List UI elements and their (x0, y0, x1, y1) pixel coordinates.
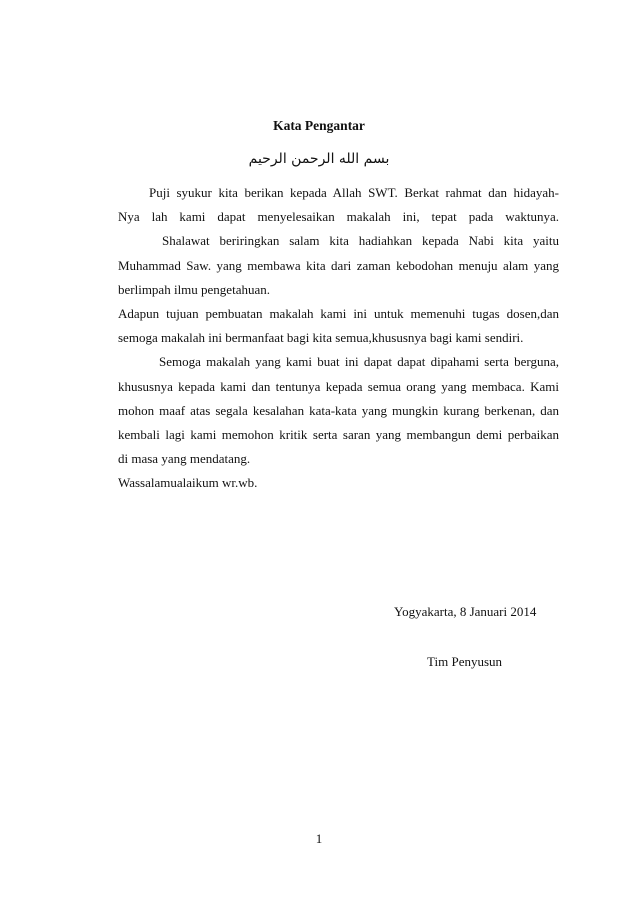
paragraph-line: Adapun tujuan pembuatan makalah kami ini untuk memenuhi tugas dosen,dan (118, 305, 559, 321)
signer-name: Tim Penyusun (427, 654, 503, 669)
paragraph-line: Muhammad Saw. yang membawa kita dari zaman kebodohan menuju alam yang (118, 257, 559, 273)
paragraph-line: Semoga makalah yang kami buat ini dapat dapat dipahami serta berguna, (159, 354, 559, 370)
body-text (118, 181, 559, 495)
basmalah-line: بسم الله الرحمن الرحيم (248, 151, 390, 167)
document-title: Kata Pengantar (273, 118, 365, 133)
closing-salutation: Wassalamualaikum wr.wb. (118, 475, 258, 491)
paragraph-line: Nya lah kami dapat menyelesaikan makalah ini, tepat pada waktunya. (118, 209, 559, 225)
paragraph-line: khususnya kepada kami dan tentunya kepada semua orang yang membaca. Kami (118, 378, 559, 394)
paragraph-line: mohon maaf atas segala kesalahan kata-kata yang mungkin kurang berkenan, dan (118, 402, 559, 418)
paragraph-line: berlimpah ilmu pengetahuan. (118, 281, 270, 297)
page-number: 1 (315, 831, 323, 846)
paragraph-line: Shalawat beriringkan salam kita hadiahkan kepada Nabi kita yaitu (162, 233, 559, 249)
paragraph-line: kembali lagi kami memohon kritik serta saran yang membangun demi perbaikan (118, 426, 559, 442)
paragraph-line: di masa yang mendatang. (118, 451, 251, 467)
paragraph-line: semoga makalah ini bermanfaat bagi kita semua,khususnya bagi kami sendiri. (118, 330, 524, 346)
place-date: Yogyakarta, 8 Januari 2014 (394, 604, 537, 619)
paragraph-line: Puji syukur kita berikan kepada Allah SWT. Berkat rahmat dan hidayah- (149, 185, 559, 200)
